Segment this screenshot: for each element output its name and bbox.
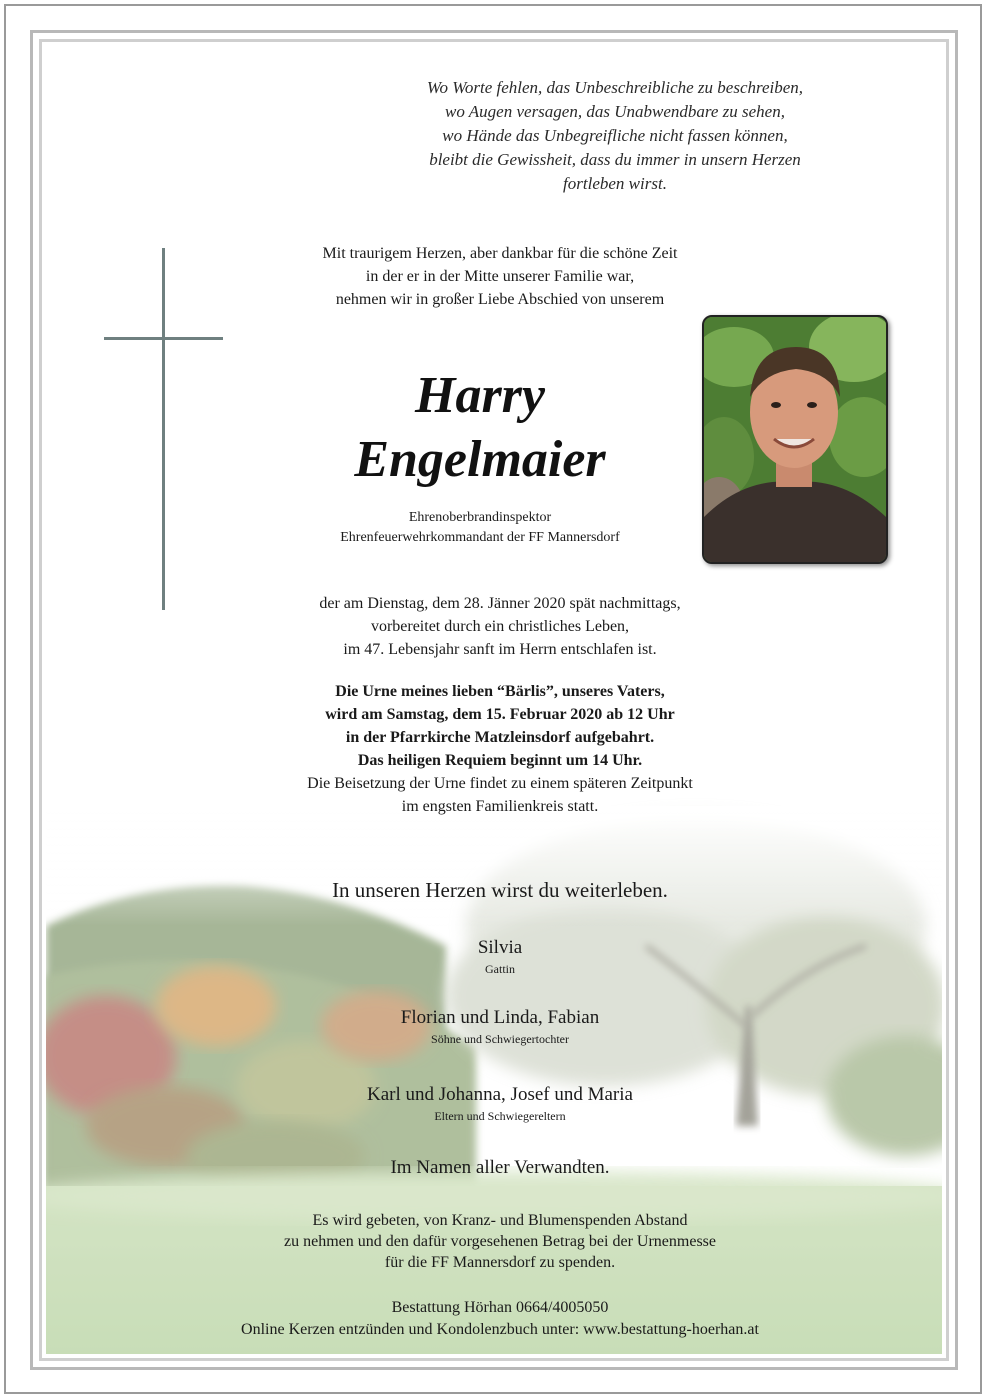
funeral-info <box>230 680 770 818</box>
intro-line: in der er in der Mitte unserer Familie war, <box>365 268 635 285</box>
mourner-names: Karl und Johanna, Josef und Maria <box>367 1084 633 1105</box>
donation-request <box>200 1210 800 1273</box>
title-line: Ehrenoberbrandinspektor <box>408 510 552 525</box>
deceased-titles <box>280 508 680 548</box>
mourner-relation: Eltern und Schwiegereltern <box>434 1109 566 1123</box>
poem-line: fortleben wirst. <box>563 174 667 193</box>
undertaker-contact <box>150 1297 850 1341</box>
funeral-line: Die Urne meines lieben “Bärlis”, unseres Vaters, <box>335 683 665 700</box>
mourner-names: Silvia <box>477 937 523 958</box>
request-line: für die FF Mannersdorf zu spenden. <box>384 1254 616 1271</box>
poem-line: wo Augen versagen, das Unabwendbare zu sehen, <box>445 102 785 121</box>
funeral-line: in der Pfarrkirche Matzleinsdorf aufgebahrt. <box>345 729 655 746</box>
contact-line: Online Kerzen entzünden und Kondolenzbuch unter: www.bestattung-hoerhan.at <box>241 1321 759 1338</box>
title-line: Ehrenfeuerwehrkommandant der FF Mannersdorf <box>340 530 620 545</box>
poem-line: Wo Worte fehlen, das Unbeschreibliche zu beschreiben, <box>426 78 804 97</box>
portrait-image <box>704 317 886 562</box>
passing-line: der am Dienstag, dem 28. Jänner 2020 spät nachmittags, <box>319 595 681 612</box>
intro-line: nehmen wir in großer Liebe Abschied von unserem <box>335 291 665 308</box>
passing-text <box>240 592 760 661</box>
request-line: Es wird gebeten, von Kranz- und Blumenspenden Abstand <box>312 1212 688 1229</box>
cross-icon-bar <box>104 337 223 340</box>
intro-line: Mit traurigem Herzen, aber dankbar für die schöne Zeit <box>322 245 678 262</box>
poem <box>365 76 865 196</box>
funeral-line: Das heiligen Requiem beginnt um 14 Uhr. <box>357 752 643 769</box>
passing-line: im 47. Lebensjahr sanft im Herrn entschlafen ist. <box>343 641 657 658</box>
deceased-last-name: Engelmaier <box>354 431 606 488</box>
contact-line: Bestattung Hörhan 0664/4005050 <box>391 1299 609 1316</box>
mourner-relation: Gattin <box>485 962 515 976</box>
poem-line: bleibt die Gewissheit, dass du immer in unsern Herzen <box>429 150 801 169</box>
intro-text <box>250 242 750 311</box>
cross-icon <box>162 248 165 610</box>
closing-line: Im Namen aller Verwandten. <box>390 1157 610 1178</box>
request-line: zu nehmen und den dafür vorgesehenen Betrag bei der Urnenmesse <box>284 1233 716 1250</box>
mourner-relation: Söhne und Schwiegertochter <box>431 1032 569 1046</box>
mourner-group <box>250 1083 750 1125</box>
passing-line: vorbereitet durch ein christliches Leben, <box>370 618 630 635</box>
motto: In unseren Herzen wirst du weiterleben. <box>332 878 668 902</box>
portrait-photo <box>702 315 888 564</box>
funeral-line: wird am Samstag, dem 15. Februar 2020 ab 12 Uhr <box>325 706 675 723</box>
funeral-line: im engsten Familienkreis statt. <box>401 798 599 815</box>
deceased-first-name: Harry <box>415 367 545 424</box>
mourner-group <box>250 936 750 978</box>
funeral-line: Die Beisetzung der Urne findet zu einem späteren Zeitpunkt <box>307 775 693 792</box>
mourner-names: Florian und Linda, Fabian <box>400 1007 600 1028</box>
poem-line: wo Hände das Unbegreifliche nicht fassen können, <box>442 126 788 145</box>
mourner-group <box>250 1006 750 1048</box>
